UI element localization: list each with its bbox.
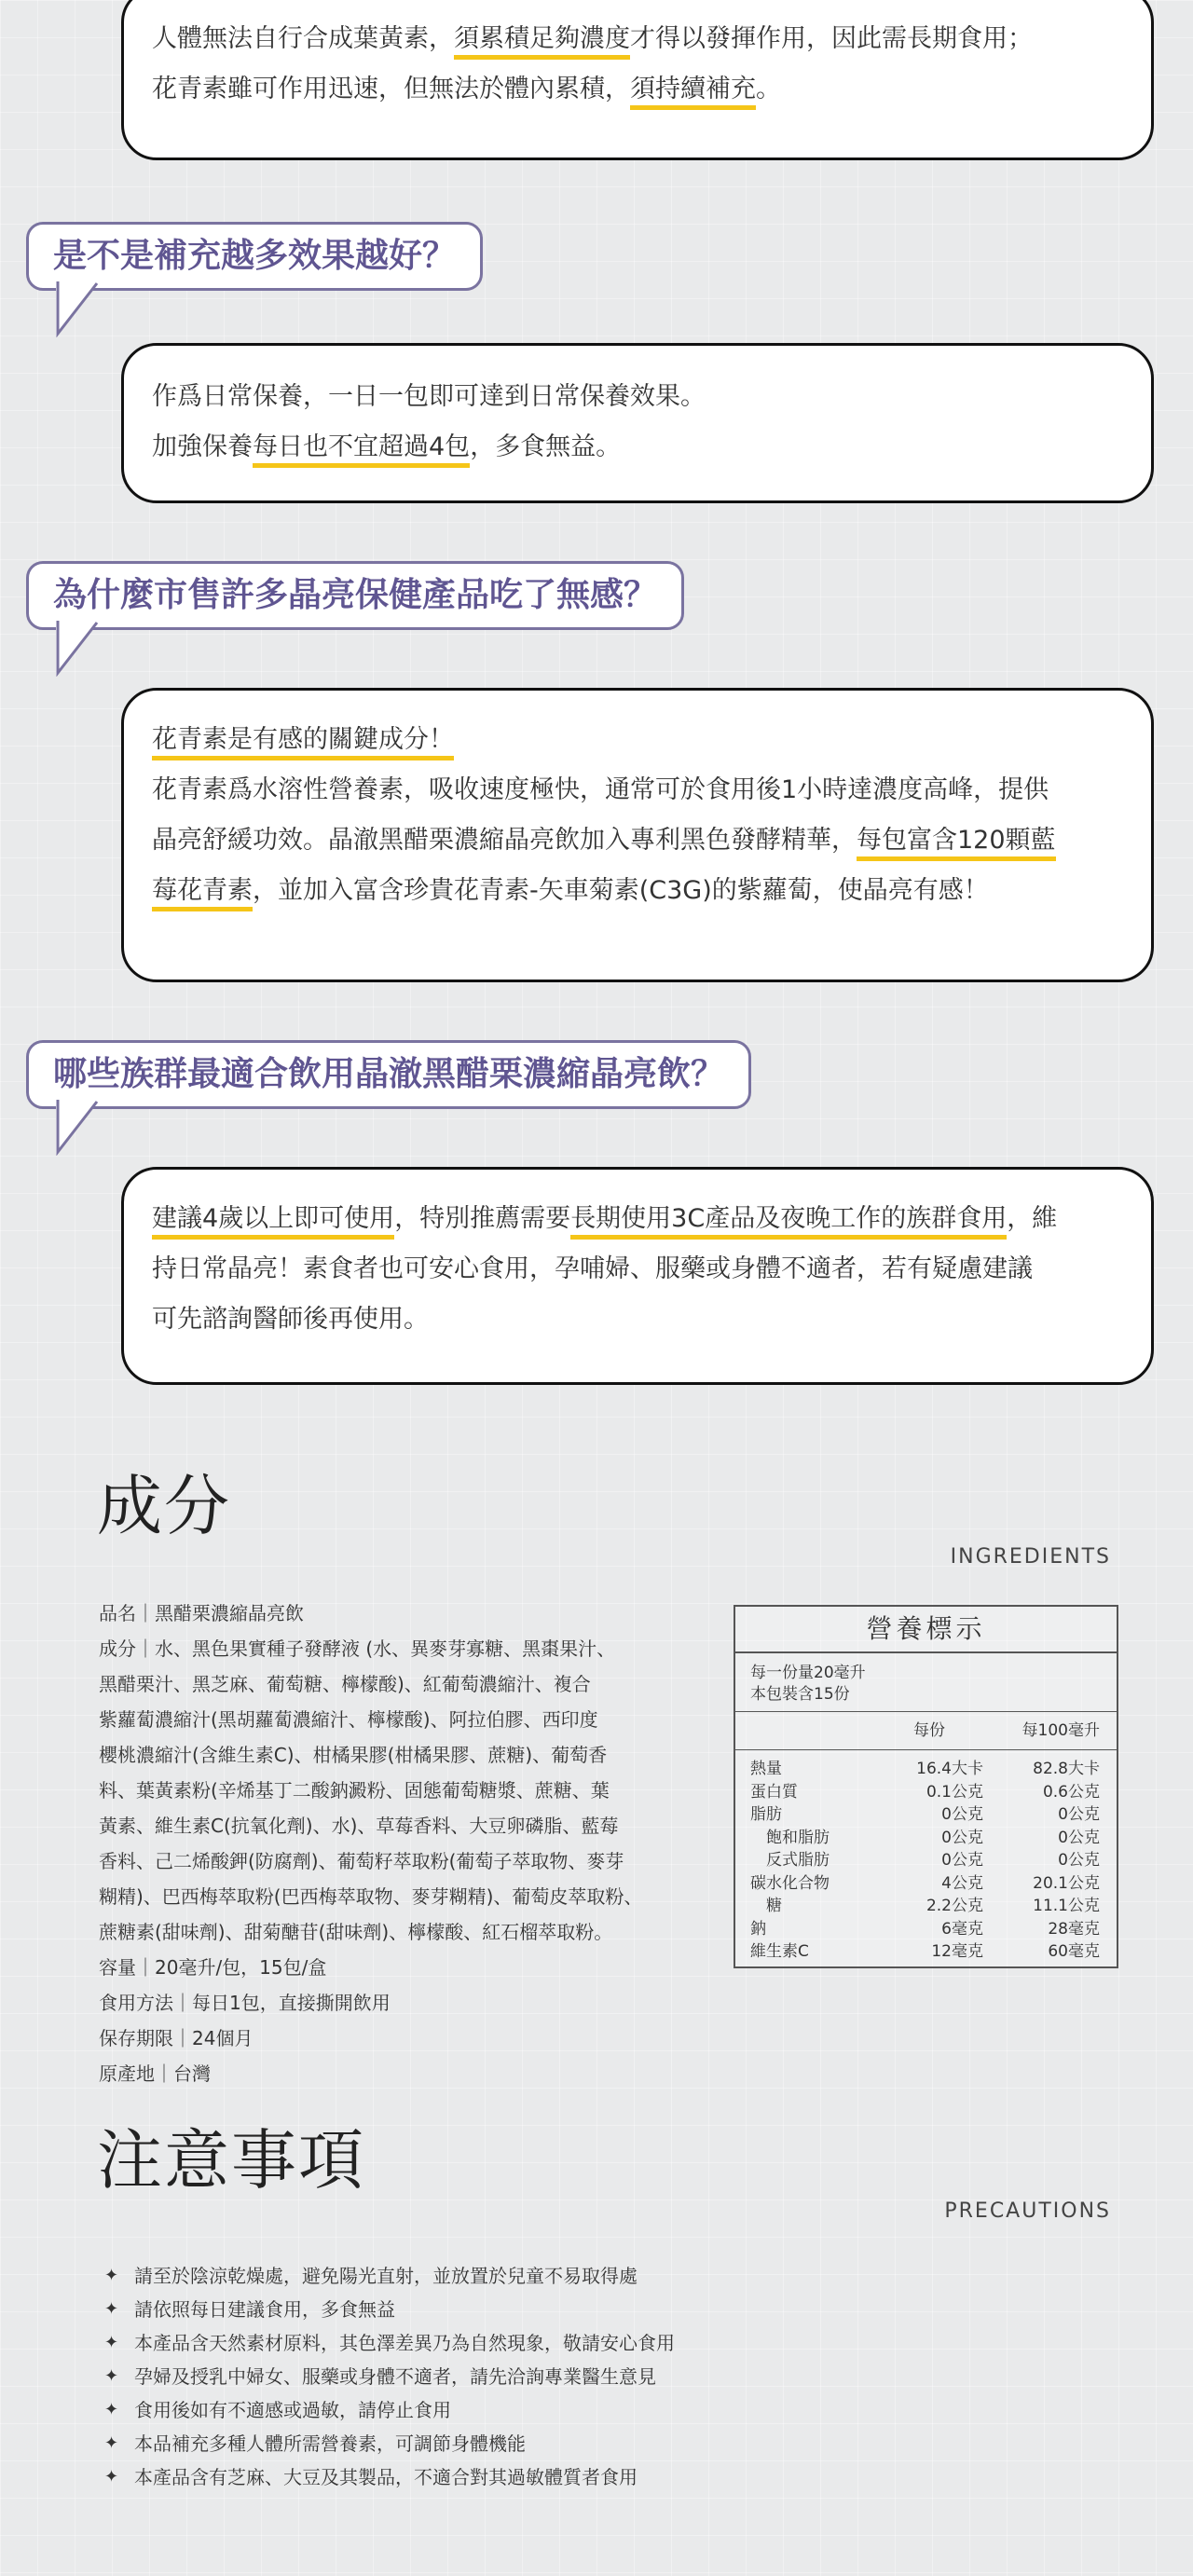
question-text: 為什麼市售許多晶亮保健產品吃了無感？ [53,576,658,614]
answer-bubble [121,343,1154,503]
ingredient-line: 成分｜水、黑色果實種子發酵液 (水、異麥芽寡糖、黑棗果汁、 [99,1637,616,1660]
nutrition-row [735,1803,1117,1827]
answer-line [152,1244,1123,1295]
ingredient-line: 食用方法｜每日1包，直接撕開飲用 [99,1992,391,2014]
answer-text: 人體無法自行合成葉黃素， [152,24,454,53]
answer-text: ，維 [1007,1204,1058,1233]
precaution-text: 食用後如有不適感或過敏，請停止食用 [134,2399,451,2421]
ingredient-line: 蔗糖素(甜味劑)、甜菊醣苷(甜味劑)、檸檬酸、紅石榴萃取粉。 [99,1921,613,1943]
col-per-100: 每100毫升 [1022,1721,1100,1740]
precautions-title: 注意事項 [97,2122,365,2199]
nutrition-header [735,1712,1117,1750]
nutrient-name: 熱量 [750,1760,782,1778]
answer-text: 花青素爲水溶性營養素，吸收速度極快，通常可於食用後1小時達濃度高峰，提供 [152,775,1049,804]
highlighted-text: 須累積足夠濃度 [454,24,630,60]
answer-line [152,866,1123,916]
ingredients-title: 成分 [97,1468,231,1544]
nutrition-row [735,1781,1117,1804]
answer-text: 才得以發揮作用，因此需長期食用； [630,24,1033,53]
question-text: 是不是補充越多效果越好？ [53,237,457,275]
answer-text: 可先諮詢醫師後再使用。 [152,1305,429,1334]
precaution-text: 本產品含有芝麻、大豆及其製品，不適合對其過敏體質者食用 [134,2466,638,2488]
answer-line [152,14,1123,64]
nutrient-name: 鈉 [750,1919,766,1939]
star-bullet-icon: ✦ [104,2433,119,2453]
answer-bubble [121,1167,1154,1385]
precaution-text: 本品補充多種人體所需營養素，可調節身體機能 [134,2432,526,2455]
answer-text: 作爲日常保養，一日一包即可達到日常保養效果。 [152,382,706,411]
answer-text: ，多食無益。 [470,432,622,461]
per-serving-value: 6毫克 [941,1919,983,1939]
question-text: 哪些族群最適合飲用晶澈黑醋栗濃縮晶亮飲？ [53,1055,725,1093]
ingredient-line: 品名｜黑醋栗濃縮晶亮飲 [99,1602,304,1624]
per-serving-value: 0公克 [941,1828,983,1847]
precaution-item [104,2293,675,2326]
star-bullet-icon: ✦ [104,2299,119,2319]
precaution-item [104,2259,675,2293]
ingredient-line: 糊精)、巴西梅萃取粉(巴西梅萃取物、麥芽糊精)、葡萄皮萃取粉、 [99,1885,643,1908]
answer-text: 花青素雖可作用迅速，但無法於體內累積， [152,75,630,103]
precaution-item [104,2427,675,2460]
answer-line [152,422,1123,473]
star-bullet-icon: ✦ [104,2333,119,2352]
speech-tail-icon [56,1100,112,1156]
ingredient-line: 保存期限｜24個月 [99,2027,254,2049]
ingredient-line: 紫蘿蔔濃縮汁(黑胡蘿蔔濃縮汁、檸檬酸)、阿拉伯膠、西印度 [99,1708,598,1731]
question-tag [26,561,684,630]
highlighted-text: 長期使用3C產品及夜晚工作的族群食用 [570,1204,1007,1240]
nutrient-name: 維生素C [750,1942,809,1961]
precaution-text: 孕婦及授乳中婦女、服藥或身體不適者，請先洽詢專業醫生意見 [134,2365,656,2388]
answer-bubble [121,688,1154,982]
per-100-value: 60毫克 [1048,1942,1100,1961]
ingredient-line: 黃素、維生素C(抗氧化劑)、水)、草莓香料、大豆卵磷脂、藍莓 [99,1815,619,1837]
question-tag [26,222,483,291]
nutrient-name: 脂肪 [750,1805,782,1824]
answer-line [152,64,1123,115]
ingredient-line: 黑醋栗汁、黑芝麻、葡萄糖、檸檬酸)、紅葡萄濃縮汁、複合 [99,1673,591,1695]
answer-bubble [121,0,1154,160]
ingredient-line: 香料、己二烯酸鉀(防腐劑)、葡萄籽萃取粉(葡萄子萃取物、麥芽 [99,1850,624,1872]
nutrition-row [735,1872,1117,1896]
highlighted-text: 莓花青素 [152,876,253,911]
nutrient-name: 蛋白質 [750,1782,798,1802]
ingredients-subtitle: INGREDIENTS [950,1545,1111,1569]
serving-size: 每一份量20毫升 [750,1664,866,1682]
precaution-item [104,2393,675,2427]
question-tag [26,1040,751,1109]
speech-tail-icon [56,621,112,677]
answer-line [152,715,1123,765]
answer-line [152,1295,1123,1345]
per-serving-value: 16.4大卡 [916,1760,983,1778]
per-serving-value: 4公克 [941,1873,983,1893]
precautions-subtitle: PRECAUTIONS [944,2199,1111,2223]
precaution-item [104,2326,675,2360]
per-100-value: 0公克 [1058,1828,1100,1847]
highlighted-text: 每包富含120顆藍 [857,826,1056,861]
per-serving-value: 0公克 [941,1851,983,1870]
speech-tail-icon [56,281,112,337]
ingredient-line: 原產地｜台灣 [99,2062,211,2085]
precaution-text: 請依照每日建議食用，多食無益 [134,2298,395,2321]
servings-per-pack: 本包裝含15份 [750,1685,850,1704]
nutrient-name: 糖 [750,1897,782,1915]
answer-line [152,372,1123,422]
nutrition-row [735,1918,1117,1941]
answer-text: 。 [756,75,781,103]
answer-text: ，特別推薦需要 [394,1204,571,1233]
star-bullet-icon: ✦ [104,2467,119,2487]
nutrition-serving-info [735,1653,1117,1712]
precaution-item [104,2460,675,2494]
per-serving-value: 12毫克 [931,1942,983,1961]
per-100-value: 11.1公克 [1033,1897,1100,1915]
nutrition-row [735,1895,1117,1918]
nutrition-table [734,1605,1118,1968]
answer-text: ，並加入富含珍貴花青素-矢車菊素(C3G)的紫蘿蔔，使晶亮有感！ [253,876,989,905]
answer-line [152,815,1123,866]
nutrient-name: 反式脂肪 [750,1851,830,1870]
answer-text: 持日常晶亮！素食者也可安心食用，孕哺婦、服藥或身體不適者，若有疑慮建議 [152,1254,1033,1283]
answer-line [152,765,1123,815]
precaution-text: 本產品含天然素材原料，其色澤差異乃為自然現象，敬請安心食用 [134,2332,675,2354]
answer-line [152,1194,1123,1244]
per-100-value: 0公克 [1058,1851,1100,1870]
nutrition-title: 營養標示 [735,1607,1117,1653]
star-bullet-icon: ✦ [104,2266,119,2285]
highlighted-text: 須持續補充 [630,75,756,110]
per-100-value: 0公克 [1058,1805,1100,1824]
star-bullet-icon: ✦ [104,2400,119,2419]
star-bullet-icon: ✦ [104,2366,119,2386]
per-100-value: 28毫克 [1048,1919,1100,1939]
ingredients-list [99,1596,695,2091]
ingredient-line: 料、葉黃素粉(辛烯基丁二酸鈉澱粉、固態葡萄糖漿、蔗糖、葉 [99,1779,610,1802]
answer-text: 晶亮舒緩功效。晶澈黑醋栗濃縮晶亮飲加入專利黑色發酵精華， [152,826,857,855]
ingredient-line: 櫻桃濃縮汁(含維生素C)、柑橘果膠(柑橘果膠、蔗糖)、葡萄香 [99,1744,608,1766]
per-100-value: 82.8大卡 [1033,1760,1100,1778]
per-serving-value: 2.2公克 [926,1897,983,1915]
col-per-serving: 每份 [913,1721,945,1740]
answer-text: 加強保養 [152,432,253,461]
nutrition-row [735,1758,1117,1781]
precaution-item [104,2360,675,2393]
ingredient-line: 容量｜20毫升/包，15包/盒 [99,1956,327,1979]
highlighted-text: 花青素是有感的關鍵成分！ [152,725,454,760]
nutrition-row [735,1940,1117,1964]
per-serving-value: 0公克 [941,1805,983,1824]
nutrition-rows [735,1750,1117,1971]
per-serving-value: 0.1公克 [926,1782,983,1802]
per-100-value: 0.6公克 [1042,1782,1100,1802]
per-100-value: 20.1公克 [1033,1873,1100,1893]
highlighted-text: 每日也不宜超過4包 [253,432,470,468]
nutrition-row [735,1849,1117,1872]
highlighted-text: 建議4歲以上即可使用 [152,1204,394,1240]
precaution-text: 請至於陰涼乾燥處，避免陽光直射，並放置於兒童不易取得處 [134,2265,638,2287]
nutrient-name: 飽和脂肪 [750,1828,830,1847]
nutrient-name: 碳水化合物 [750,1873,830,1893]
precautions-list [104,2259,675,2494]
nutrition-row [735,1827,1117,1850]
